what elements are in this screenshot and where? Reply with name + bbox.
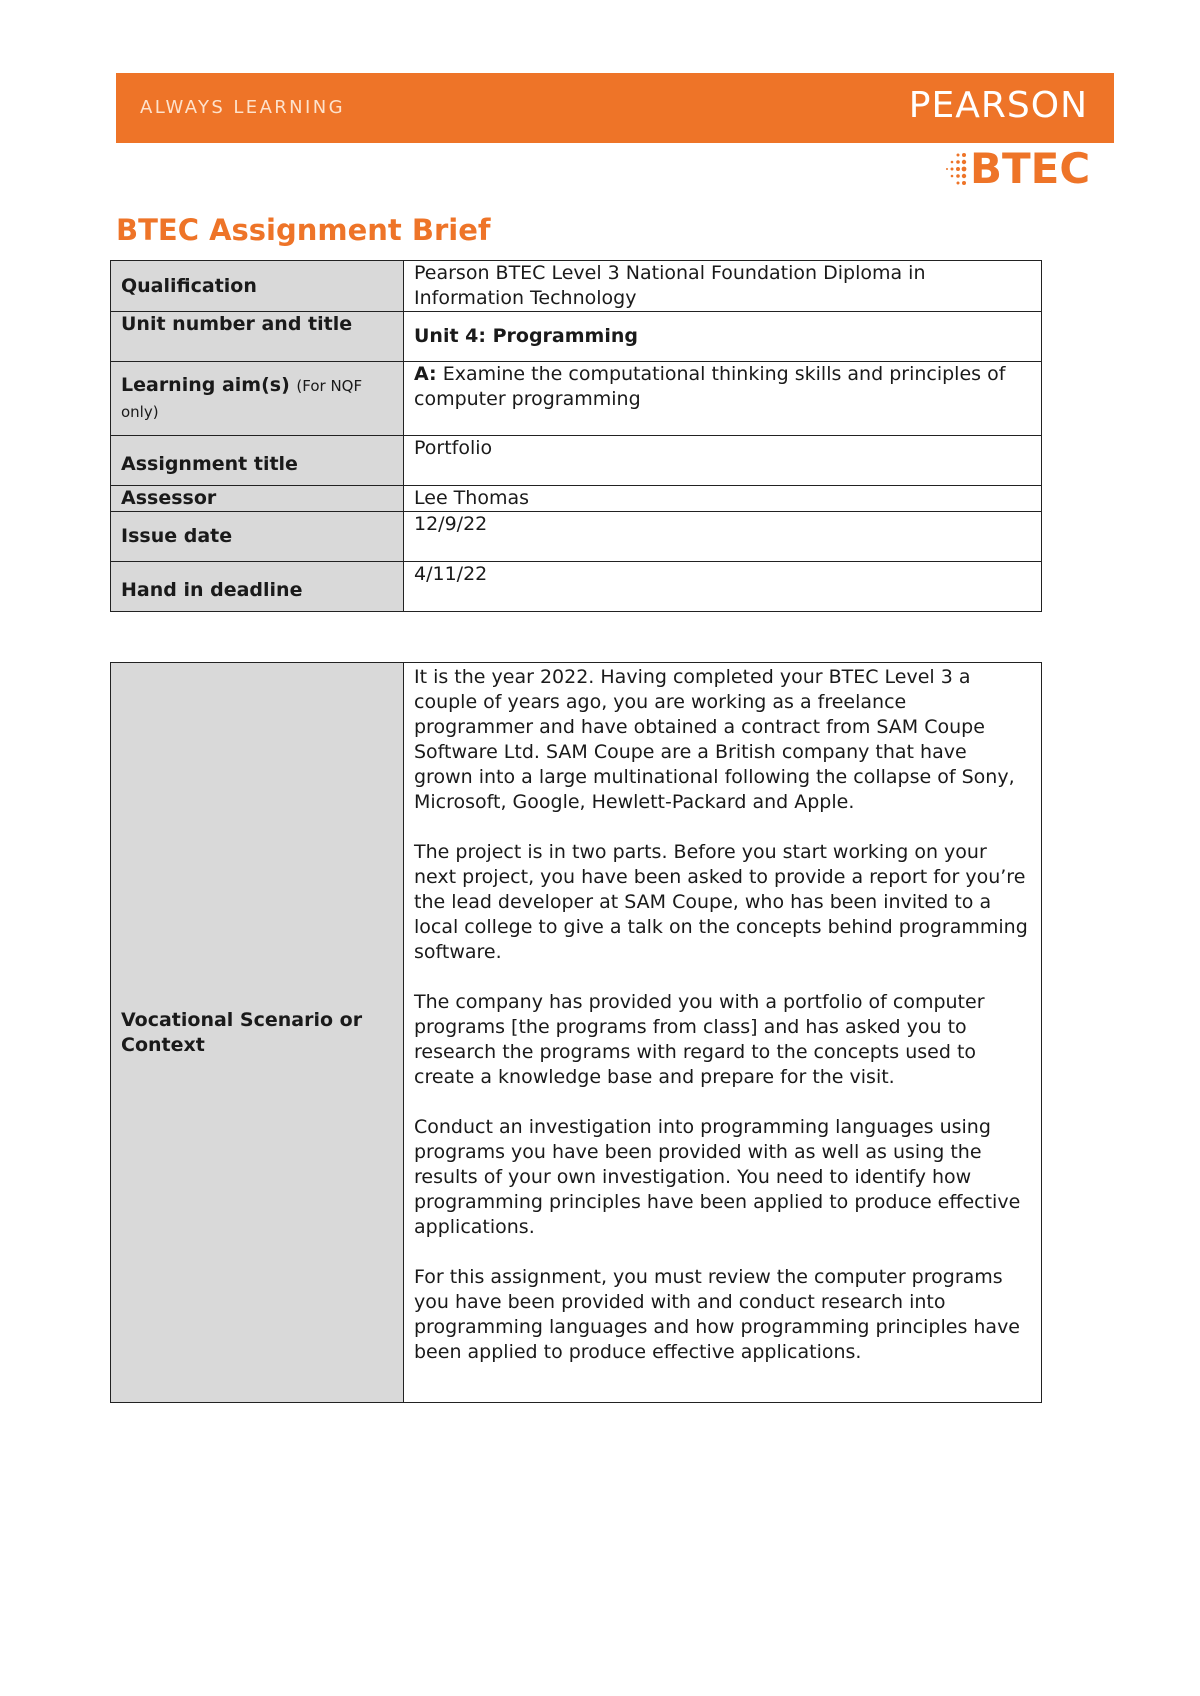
qualification-label: Qualification [111, 261, 404, 312]
table-row [111, 312, 1042, 362]
learning-aim-cell [404, 362, 1042, 436]
assignment-info-table [110, 260, 1042, 612]
issue-date-value: 12/9/22 [404, 512, 1042, 562]
scenario-paragraph: For this assignment, you must review the computer programs you have been provided with and conduct research into programming languages and how programming principles have been applied to produce effective applications. [414, 1266, 1020, 1363]
assessor-value: Lee Thomas [404, 486, 1042, 512]
pearson-logo: PEARSON [908, 85, 1088, 126]
table-row [111, 436, 1042, 486]
header-banner [116, 73, 1114, 143]
unit-label: Unit number and title [111, 312, 404, 362]
learning-aim-prefix: A: [414, 363, 437, 385]
table-row [111, 512, 1042, 562]
scenario-paragraph: Conduct an investigation into programming languages using programs you have been provided with as well as using the results of your own investigation. You need to identify how programming principles have been applied to produce effective applications. [414, 1116, 1021, 1238]
learning-aim-note: (For NQF only) [121, 376, 363, 421]
table-row [111, 562, 1042, 612]
table-row [111, 261, 1042, 312]
assignment-title-value: Portfolio [404, 436, 1042, 486]
scenario-table [110, 662, 1042, 1403]
table-row [111, 486, 1042, 512]
issue-date-label: Issue date [111, 512, 404, 562]
page-title: BTEC Assignment Brief [116, 213, 491, 247]
btec-logo-text: BTEC [970, 144, 1091, 193]
table-row [111, 663, 1042, 1403]
learning-aim-label: Learning aim(s) [121, 373, 290, 396]
qualification-value: Pearson BTEC Level 3 National Foundation Diploma in Information Technology [404, 261, 1042, 312]
btec-dots-icon [944, 149, 970, 189]
learning-aim-value: Examine the computational thinking skills and principles of computer programming [414, 363, 1006, 410]
scenario-paragraph: It is the year 2022. Having completed your BTEC Level 3 a couple of years ago, you are working as a freelance programmer and have obtained a contract from SAM Coupe Software Ltd. SAM Coupe are a British company that have grown into a large multinational following the collapse of Sony, Microsoft, Google, Hewlett-Packard and Apple. [414, 666, 1015, 813]
unit-value: Unit 4: Programming [404, 312, 1042, 362]
btec-logo [944, 145, 1096, 193]
scenario-paragraph: The company has provided you with a portfolio of computer programs [the programs from class] and has asked you to research the programs with regard to the concepts used to create a knowledge base and prepare for the visit. [414, 991, 985, 1088]
deadline-label: Hand in deadline [111, 562, 404, 612]
deadline-value: 4/11/22 [404, 562, 1042, 612]
scenario-label: Vocational Scenario or Context [111, 663, 404, 1403]
learning-aim-label-cell [111, 362, 404, 436]
scenario-content [404, 663, 1042, 1403]
table-row [111, 362, 1042, 436]
assessor-label: Assessor [111, 486, 404, 512]
scenario-paragraph: The project is in two parts. Before you start working on your next project, you have been asked to provide a report for you’re the lead developer at SAM Coupe, who has been invited to a local college to give a talk on the concepts behind programming software. [414, 841, 1028, 963]
assignment-title-label: Assignment title [111, 436, 404, 486]
tagline: ALWAYS LEARNING [140, 97, 345, 118]
